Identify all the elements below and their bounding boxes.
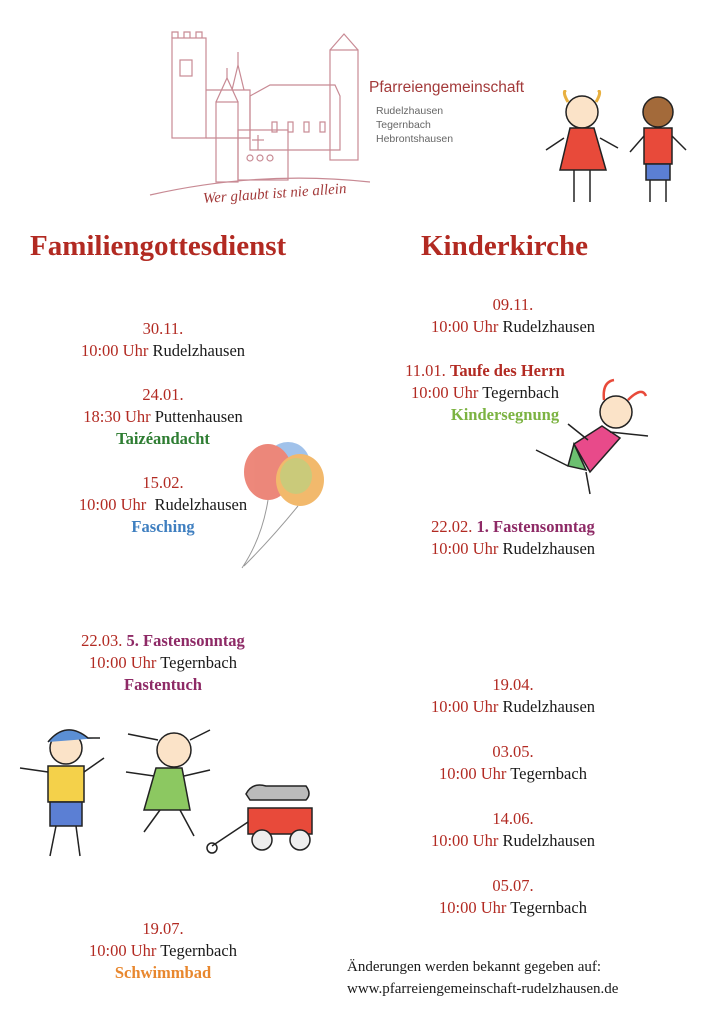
event-note: Schwimmbad xyxy=(114,963,212,982)
event-date: 05.07. xyxy=(492,876,534,895)
footer-url[interactable]: www.pfarreiengemeinschaft-rudelzhausen.de xyxy=(347,981,619,997)
event-occasion: 1. Fastensonntag xyxy=(476,517,595,536)
event-right-5 xyxy=(393,741,633,785)
event-note: Taizéandacht xyxy=(116,429,210,448)
children-illustration xyxy=(540,90,690,210)
event-date: 03.05. xyxy=(492,742,534,761)
event-date: 19.04. xyxy=(492,675,534,694)
event-time: 10:00 Uhr xyxy=(80,341,149,360)
event-date: 19.07. xyxy=(142,919,184,938)
event-place: Tegernbach xyxy=(510,898,587,917)
logo-motto: Wer glaubt ist nie allein xyxy=(202,181,347,207)
event-right-1 xyxy=(393,294,633,338)
event-time: 10:00 Uhr xyxy=(439,898,507,917)
event-time: 10:00 Uhr xyxy=(430,317,499,336)
parish-name: Hebrontshausen xyxy=(376,133,454,145)
event-time: 10:00 Uhr xyxy=(439,764,507,783)
event-occasion: 5. Fastensonntag xyxy=(126,631,245,650)
event-date: 22.03. xyxy=(81,631,123,650)
event-note: Fastentuch xyxy=(124,675,202,694)
event-right-7 xyxy=(393,875,633,919)
event-time: 10:00 Uhr xyxy=(78,495,147,514)
event-place: Tegernbach xyxy=(510,764,587,783)
event-time: 10:00 Uhr xyxy=(411,383,479,402)
event-time: 10:00 Uhr xyxy=(89,941,157,960)
parish-name: Tegernbach xyxy=(376,119,431,131)
event-time: 10:00 Uhr xyxy=(89,653,157,672)
event-time: 10:00 Uhr xyxy=(430,539,499,558)
event-left-2 xyxy=(43,384,283,450)
parish-name: Rudelzhausen xyxy=(376,105,444,117)
event-right-2 xyxy=(365,360,605,426)
event-place: Puttenhausen xyxy=(154,407,243,426)
kinderkirche-title: Kinderkirche xyxy=(421,230,589,262)
event-place: Tegernbach xyxy=(160,941,237,960)
event-note: Fasching xyxy=(131,517,195,536)
event-right-3 xyxy=(393,516,633,560)
event-place: Rudelzhausen xyxy=(154,495,248,514)
event-left-1 xyxy=(43,318,283,362)
kids-wagon-illustration xyxy=(14,722,324,862)
event-time: 10:00 Uhr xyxy=(430,831,499,850)
event-place: Rudelzhausen xyxy=(502,539,596,558)
logo-parish-list xyxy=(376,104,453,146)
event-place: Tegernbach xyxy=(482,383,559,402)
event-place: Rudelzhausen xyxy=(502,831,596,850)
event-date: 09.11. xyxy=(492,295,534,314)
event-left-4 xyxy=(43,630,283,696)
event-note: Kindersegnung xyxy=(450,405,560,424)
event-place: Rudelzhausen xyxy=(502,697,596,716)
event-occasion: Taufe des Herrn xyxy=(449,361,565,380)
event-date: 14.06. xyxy=(492,809,534,828)
event-right-4 xyxy=(393,674,633,718)
event-time: 10:00 Uhr xyxy=(430,697,499,716)
event-date: 30.11. xyxy=(142,319,184,338)
event-place: Rudelzhausen xyxy=(152,341,246,360)
familiengottesdienst-title: Familiengottesdienst xyxy=(30,230,287,262)
event-date: 15.02. xyxy=(142,473,184,492)
footer xyxy=(347,956,618,1000)
event-left-5 xyxy=(43,918,283,984)
event-right-6 xyxy=(393,808,633,852)
footer-notice: Änderungen werden bekannt gegeben auf: xyxy=(347,959,602,975)
event-place: Tegernbach xyxy=(160,653,237,672)
event-time: 18:30 Uhr xyxy=(83,407,151,426)
event-place: Rudelzhausen xyxy=(502,317,596,336)
event-date: 24.01. xyxy=(142,385,184,404)
event-date: 11.01. xyxy=(405,361,446,380)
logo-org-title: Pfarreiengemeinschaft xyxy=(369,79,525,96)
event-left-3 xyxy=(43,472,283,538)
event-date: 22.02. xyxy=(431,517,473,536)
